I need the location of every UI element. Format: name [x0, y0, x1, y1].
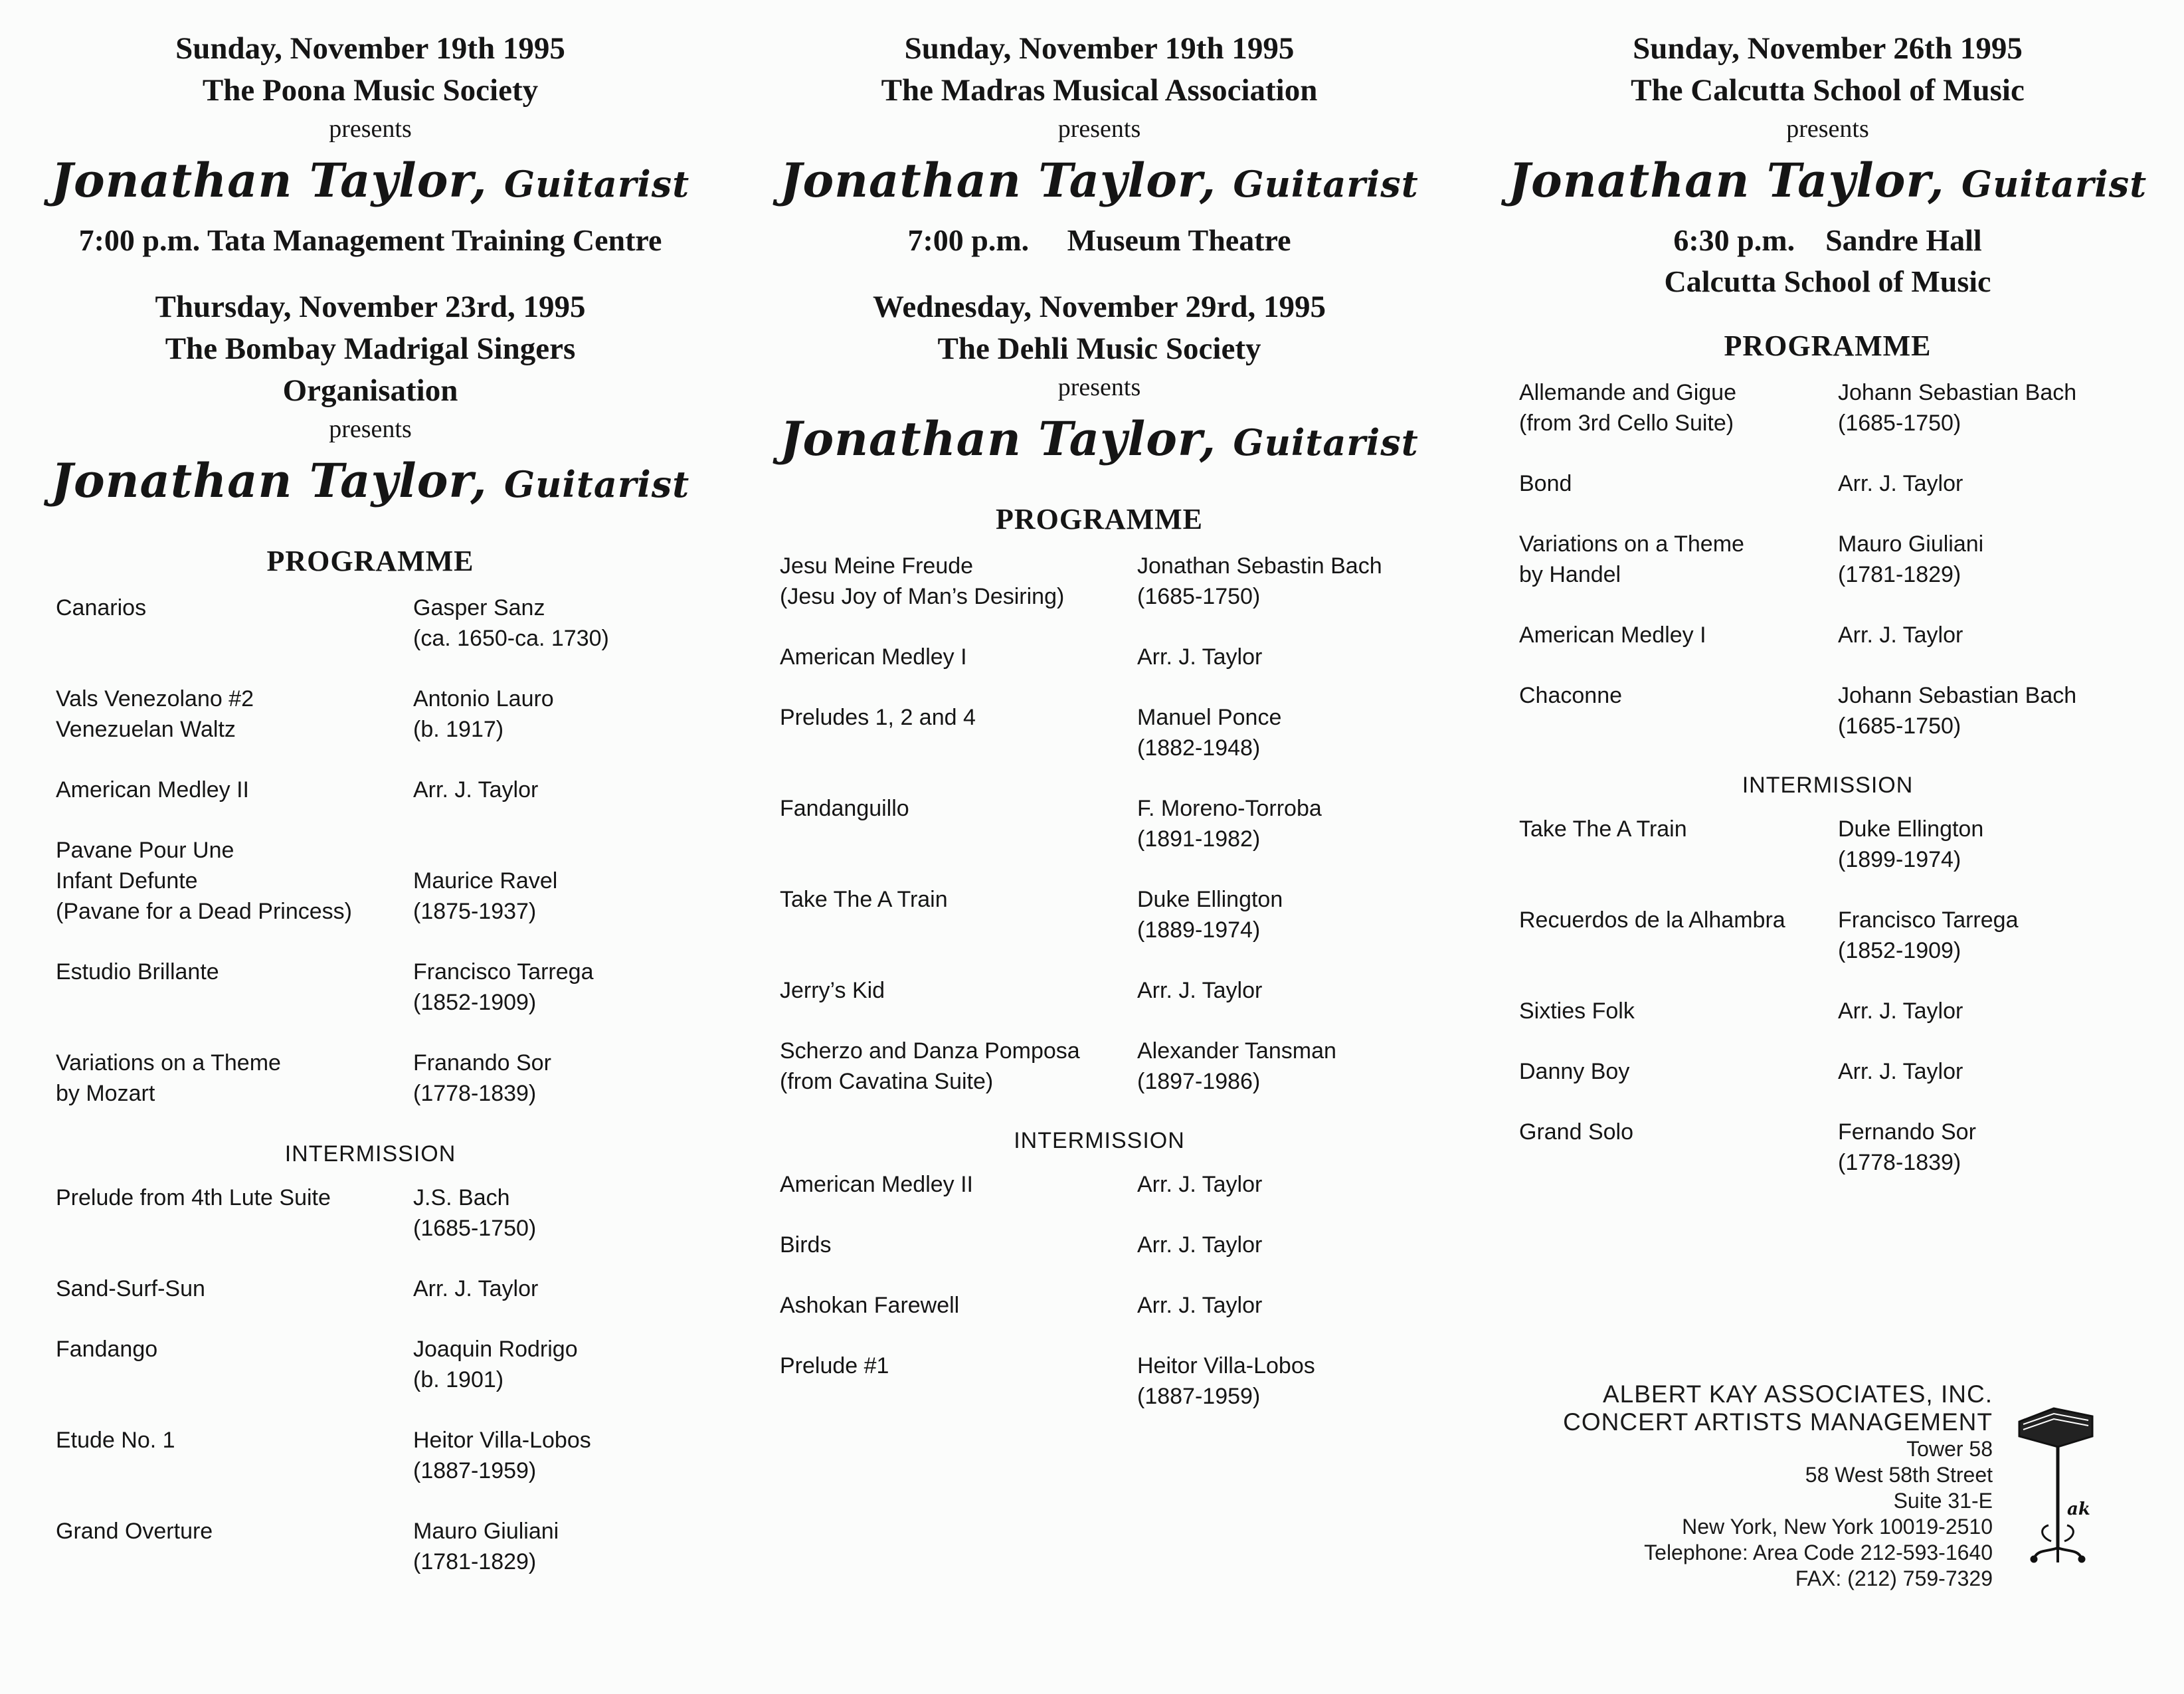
programme-list-second-half — [13, 1182, 727, 1577]
piece-title: Fandango — [56, 1337, 158, 1362]
programme-row — [1471, 620, 2184, 650]
event-venue: 7:00 p.m. Tata Management Training Centre — [78, 223, 662, 257]
composer: F. Moreno-Torroba (1891-1982) — [1137, 796, 1322, 852]
event-date: Sunday, November 26th 1995 — [1633, 31, 2023, 66]
event-venue: 6:30 p.m. Sandre Hall — [1673, 223, 1982, 257]
piece-title: Recuerdos de la Alhambra — [1519, 907, 1785, 933]
programme-row — [737, 884, 1461, 945]
presents-label: presents — [1057, 373, 1141, 401]
event-organisation: The Poona Music Society — [202, 73, 539, 108]
artist-title: Jonathan Taylor, — [1508, 153, 1945, 208]
piece-title: Preludes 1, 2 and 4 — [780, 705, 976, 730]
composer: Arr. J. Taylor — [1137, 1293, 1263, 1318]
composer: Francisco Tarrega (1852-1909) — [1838, 907, 2019, 963]
composer: Mauro Giuliani (1781-1829) — [1838, 531, 1984, 587]
presents-label: presents — [1786, 115, 1869, 143]
piece-title: Prelude #1 — [780, 1353, 889, 1378]
piece-title: Grand Overture — [56, 1519, 213, 1544]
composer: Arr. J. Taylor — [1137, 1172, 1263, 1197]
piece-title: Grand Solo — [1519, 1119, 1633, 1145]
programme-row — [1471, 1056, 2184, 1087]
intermission-label: INTERMISSION — [1014, 1128, 1185, 1153]
piece-title: Allemande and Gigue (from 3rd Cello Suite) — [1519, 380, 1737, 436]
programme-list — [737, 551, 1461, 1097]
composer: Arr. J. Taylor — [1838, 998, 1963, 1024]
composer: Duke Ellington (1899-1974) — [1838, 816, 1984, 872]
composer: Arr. J. Taylor — [413, 777, 539, 802]
artist-title: Jonathan Taylor, — [780, 411, 1217, 466]
composer: Arr. J. Taylor — [1838, 1059, 1963, 1084]
programme-row — [737, 1230, 1461, 1260]
composer: Mauro Giuliani (1781-1829) — [413, 1519, 559, 1574]
composer: Jonathan Sebastin Bach (1685-1750) — [1137, 553, 1382, 609]
programme-row — [13, 1425, 727, 1486]
piece-title: Chaconne — [1519, 683, 1623, 708]
event-header-poona — [13, 0, 727, 261]
programme-row — [737, 1169, 1461, 1200]
artist-title: Jonathan Taylor, — [50, 453, 488, 508]
programme-title: PROGRAMME — [995, 503, 1204, 535]
programme-row — [13, 1273, 727, 1304]
agency-fax: FAX: (212) 759-7329 — [1795, 1566, 1993, 1590]
composer: Arr. J. Taylor — [413, 1276, 539, 1301]
programme-row — [13, 684, 727, 745]
programme-row — [737, 642, 1461, 672]
piece-title: Variations on a Theme by Handel — [1519, 531, 1744, 587]
agency-address-line: 58 West 58th Street — [1805, 1463, 1993, 1487]
piece-title: Take The A Train — [780, 887, 948, 912]
programme-row — [13, 835, 727, 927]
event-venue: 7:00 p.m. Museum Theatre — [907, 223, 1291, 257]
presents-label: presents — [329, 115, 412, 143]
piece-title: American Medley I — [1519, 622, 1706, 648]
piece-title: Prelude from 4th Lute Suite — [56, 1185, 331, 1210]
programme-row — [13, 957, 727, 1018]
programme-list — [13, 593, 727, 1109]
piece-title: Jesu Meine Freude (Jesu Joy of Man’s Desiring) — [780, 553, 1065, 609]
event-header-dehli — [737, 286, 1461, 476]
column-madras-dehli — [737, 0, 1461, 1694]
piece-title: American Medley II — [780, 1172, 973, 1197]
agency-address-line: New York, New York 10019-2510 — [1682, 1515, 1993, 1539]
programme-row — [13, 1516, 727, 1577]
artist-name — [13, 448, 727, 518]
programme-list-second-half — [1471, 814, 2184, 1178]
composer: Joaquin Rodrigo (b. 1901) — [413, 1337, 578, 1392]
composer: Arr. J. Taylor — [1838, 622, 1963, 648]
event-organisation: The Dehli Music Society — [937, 331, 1261, 366]
artist-name — [13, 147, 727, 217]
artist-role: Guitarist — [1233, 163, 1419, 205]
programme-title: PROGRAMME — [1724, 329, 1932, 362]
composer: Gasper Sanz (ca. 1650-ca. 1730) — [413, 595, 609, 651]
composer: Johann Sebastian Bach (1685-1750) — [1838, 380, 2077, 436]
composer: Arr. J. Taylor — [1838, 471, 1963, 496]
programme-row — [13, 1334, 727, 1395]
piece-title: Sixties Folk — [1519, 998, 1635, 1024]
piece-title: Scherzo and Danza Pomposa (from Cavatina Suite) — [780, 1038, 1080, 1094]
composer: Arr. J. Taylor — [1137, 644, 1263, 670]
composer: Manuel Ponce (1882-1948) — [1137, 705, 1282, 761]
presents-label: presents — [329, 415, 412, 443]
piece-title: Fandanguillo — [780, 796, 909, 821]
column-poona-bombay — [13, 0, 727, 1694]
artist-title: Jonathan Taylor, — [780, 153, 1217, 208]
piece-title: American Medley II — [56, 777, 249, 802]
piece-title: Variations on a Theme by Mozart — [56, 1050, 281, 1106]
event-organisation: The Calcutta School of Music — [1631, 73, 2025, 108]
piece-title: Danny Boy — [1519, 1059, 1630, 1084]
event-date: Sunday, November 19th 1995 — [175, 31, 565, 66]
composer: Arr. J. Taylor — [1137, 978, 1263, 1003]
event-header-calcutta — [1471, 0, 2184, 302]
programme-row — [737, 702, 1461, 763]
agency-address-line: Suite 31-E — [1893, 1489, 1993, 1513]
programme-row — [737, 975, 1461, 1006]
programme-row — [1471, 996, 2184, 1026]
artist-name — [1471, 147, 2184, 217]
artist-name — [737, 147, 1461, 217]
programme-row — [1471, 468, 2184, 499]
composer: Heitor Villa-Lobos (1887-1959) — [1137, 1353, 1315, 1409]
programme-row — [13, 1182, 727, 1244]
composer: J.S. Bach (1685-1750) — [413, 1185, 537, 1241]
programme-title: PROGRAMME — [266, 545, 474, 577]
agency-address-block — [1563, 1380, 1993, 1592]
piece-title: Ashokan Farewell — [780, 1293, 960, 1318]
event-date: Wednesday, November 29rd, 1995 — [873, 290, 1326, 324]
composer: Antonio Lauro (b. 1917) — [413, 686, 554, 742]
composer: Franando Sor (1778-1839) — [413, 1050, 551, 1106]
programme-row — [737, 1036, 1461, 1097]
piece-title: Take The A Train — [1519, 816, 1687, 842]
artist-role: Guitarist — [1961, 163, 2147, 205]
programme-row — [737, 1351, 1461, 1412]
programme-list-second-half — [737, 1169, 1461, 1412]
piece-title: Birds — [780, 1232, 832, 1258]
programme-row — [13, 775, 727, 805]
artist-role: Guitarist — [504, 463, 690, 506]
intermission-label: INTERMISSION — [284, 1141, 456, 1167]
composer: Alexander Tansman (1897-1986) — [1137, 1038, 1336, 1094]
piece-title: Bond — [1519, 471, 1572, 496]
artist-role: Guitarist — [504, 163, 690, 205]
programme-row — [13, 593, 727, 654]
programme-row — [737, 1290, 1461, 1321]
programme-row — [1471, 529, 2184, 590]
composer: Maurice Ravel (1875-1937) — [413, 868, 558, 924]
intermission-label: INTERMISSION — [1742, 773, 1914, 798]
artist-name — [737, 406, 1461, 476]
artist-title: Jonathan Taylor, — [50, 153, 488, 208]
event-organisation: The Madras Musical Association — [881, 73, 1318, 108]
piece-title: Estudio Brillante — [56, 959, 219, 985]
piece-title: American Medley I — [780, 644, 967, 670]
composer: Fernando Sor (1778-1839) — [1838, 1119, 1976, 1175]
event-venue-line2: Calcutta School of Music — [1664, 264, 1991, 298]
music-stand-logo-icon — [2014, 1395, 2107, 1568]
programme-row — [1471, 680, 2184, 741]
piece-title: Jerry’s Kid — [780, 978, 885, 1003]
agency-name: ALBERT KAY ASSOCIATES, INC. — [1602, 1380, 1993, 1408]
piece-title: Etude No. 1 — [56, 1428, 175, 1453]
programme-row — [737, 551, 1461, 612]
event-organisation: The Bombay Madrigal Singers — [165, 331, 576, 366]
programme-row — [13, 1048, 727, 1109]
logo-text: ak — [2067, 1499, 2090, 1519]
piece-title: Canarios — [56, 595, 147, 620]
piece-title: Pavane Pour Une Infant Defunte (Pavane for a Dead Princess) — [56, 838, 352, 924]
presents-label: presents — [1057, 115, 1141, 143]
artist-role: Guitarist — [1233, 421, 1419, 464]
composer: Johann Sebastian Bach (1685-1750) — [1838, 683, 2077, 739]
programme-row — [1471, 814, 2184, 875]
event-date: Thursday, November 23rd, 1995 — [155, 290, 586, 324]
event-organisation-line2: Organisation — [282, 373, 458, 408]
piece-title: Sand-Surf-Sun — [56, 1276, 205, 1301]
event-header-madras — [737, 0, 1461, 261]
programme-row — [1471, 905, 2184, 966]
composer: Arr. J. Taylor — [1137, 1232, 1263, 1258]
column-calcutta — [1471, 0, 2184, 1694]
composer: Heitor Villa-Lobos (1887-1959) — [413, 1428, 591, 1483]
piece-title: Vals Venezolano #2 Venezuelan Waltz — [56, 686, 254, 742]
event-header-bombay — [13, 286, 727, 518]
composer: Francisco Tarrega (1852-1909) — [413, 959, 594, 1015]
composer: Duke Ellington (1889-1974) — [1137, 887, 1283, 943]
agency-division: CONCERT ARTISTS MANAGEMENT — [1563, 1408, 1993, 1436]
programme-row — [1471, 1117, 2184, 1178]
agency-telephone: Telephone: Area Code 212-593-1640 — [1644, 1541, 1993, 1564]
agency-address-line: Tower 58 — [1906, 1437, 1993, 1461]
event-date: Sunday, November 19th 1995 — [904, 31, 1295, 66]
programme-row — [1471, 377, 2184, 438]
programme-list — [1471, 377, 2184, 741]
programme-row — [737, 793, 1461, 854]
